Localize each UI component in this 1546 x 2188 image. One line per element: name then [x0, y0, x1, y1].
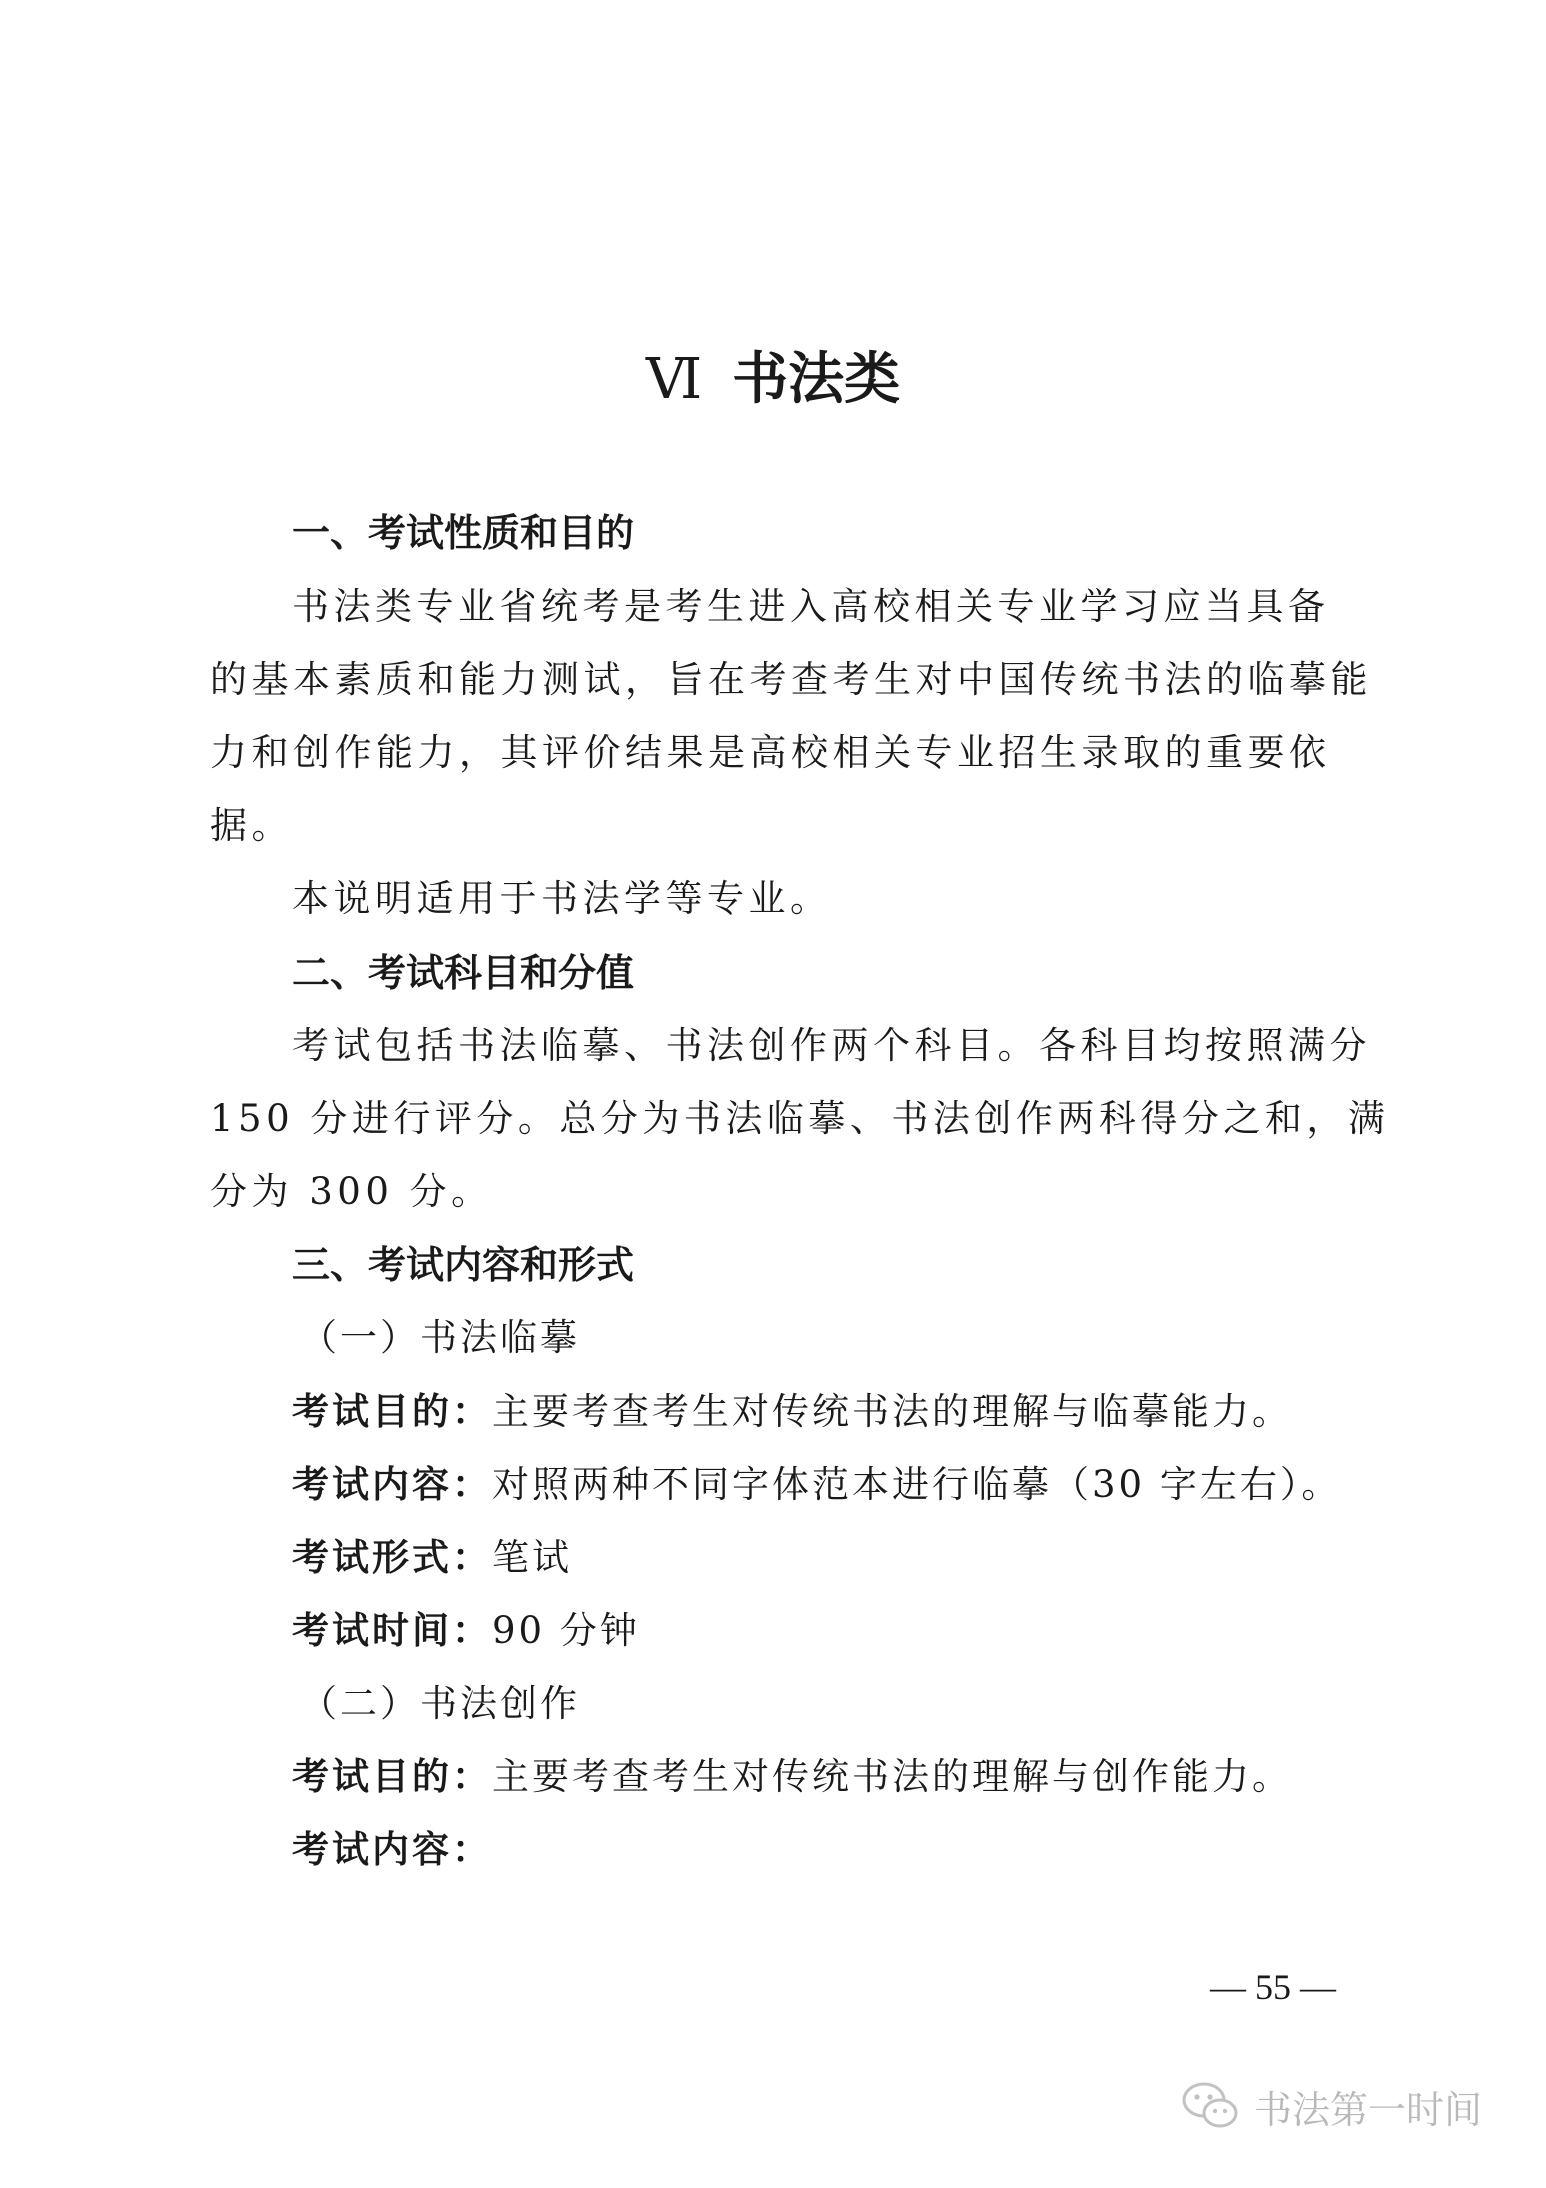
- paragraph-line: 的基本素质和能力测试，旨在考查考生对中国传统书法的临摹能: [210, 658, 1372, 701]
- exam-item: [292, 1533, 572, 1583]
- exam-item: [292, 1752, 1292, 1802]
- paragraph-line: 力和创作能力，其评价结果是高校相关专业招生录取的重要依: [210, 731, 1331, 774]
- section-heading-3: 三、考试内容和形式: [292, 1243, 635, 1287]
- paragraph-line: 书法类专业省统考是考生进入高校相关专业学习应当具备: [292, 585, 1330, 628]
- exam-item: [292, 1460, 1341, 1510]
- exam-item: [292, 1387, 1292, 1437]
- chapter-title: 书法类: [732, 347, 901, 412]
- item-label: 考试内容：: [292, 1463, 492, 1506]
- section-heading-2: 二、考试科目和分值: [292, 951, 635, 995]
- paragraph-line: 考试包括书法临摹、书法创作两个科目。各科目均按照满分: [292, 1024, 1371, 1067]
- item-label: 考试目的：: [292, 1755, 492, 1798]
- exam-item: [292, 1825, 492, 1875]
- subsection-title-2: （二）书法创作: [300, 1682, 580, 1725]
- page-number: — 55 —: [1210, 1967, 1336, 2007]
- page-title: [0, 340, 1546, 420]
- item-value: 90 分钟: [492, 1609, 640, 1652]
- item-label: 考试时间：: [292, 1609, 492, 1652]
- item-value: 笔试: [492, 1536, 572, 1579]
- watermark: [1180, 2076, 1482, 2136]
- paragraph-line: 分为 300 分。: [210, 1170, 493, 1213]
- item-label: 考试形式：: [292, 1536, 492, 1579]
- paragraph-line: 据。: [210, 804, 293, 847]
- subsection-title-1: （一）书法临摹: [300, 1316, 580, 1359]
- item-value: 对照两种不同字体范本进行临摹（30 字左右）。: [492, 1463, 1342, 1506]
- paragraph-line: 本说明适用于书法学等专业。: [292, 877, 832, 920]
- chapter-number: Ⅵ: [645, 349, 703, 411]
- item-label: 考试内容：: [292, 1828, 492, 1871]
- item-value: 主要考查考生对传统书法的理解与创作能力。: [492, 1755, 1292, 1798]
- section-heading-1: 一、考试性质和目的: [292, 511, 635, 555]
- item-value: 主要考查考生对传统书法的理解与临摹能力。: [492, 1390, 1292, 1433]
- paragraph-line: 150 分进行评分。总分为书法临摹、书法创作两科得分之和，满: [210, 1097, 1390, 1140]
- exam-item: [292, 1606, 640, 1656]
- watermark-text: 书法第一时间: [1254, 2087, 1483, 2132]
- wechat-icon: [1180, 2080, 1242, 2132]
- item-label: 考试目的：: [292, 1390, 492, 1433]
